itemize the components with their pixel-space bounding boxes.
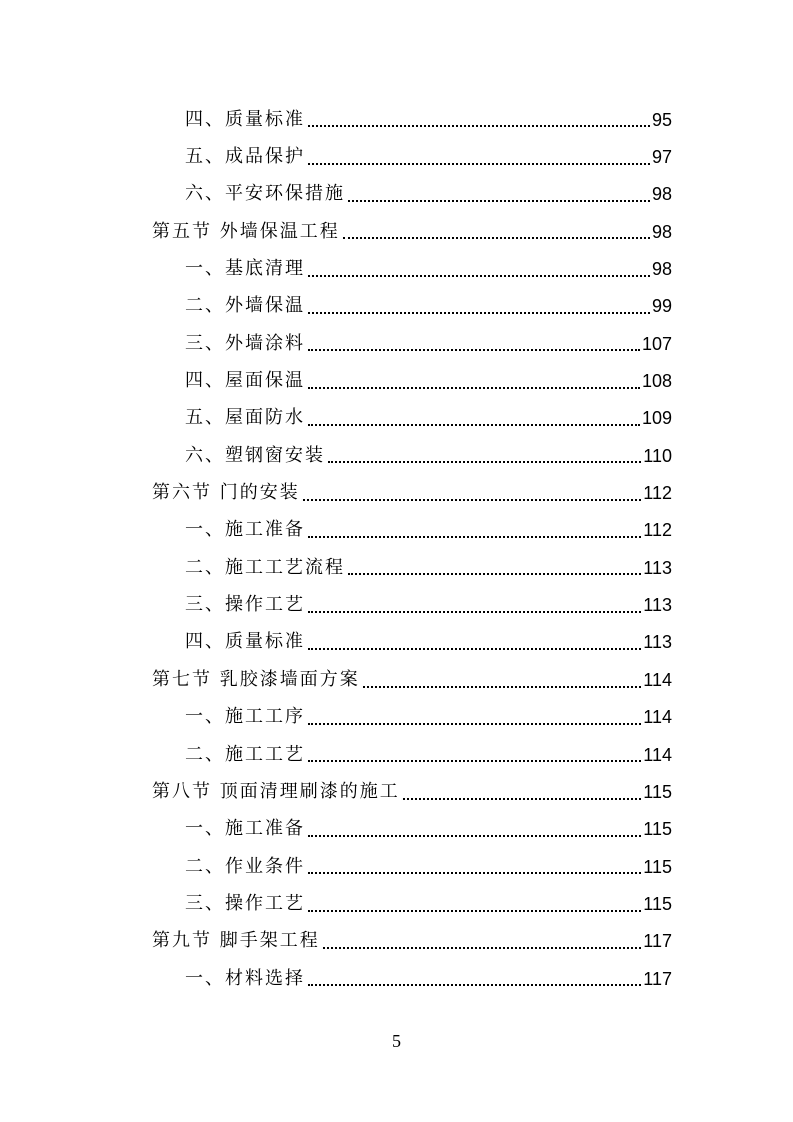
toc-entry-label (185, 556, 345, 580)
dot-leader (308, 349, 640, 351)
toc-entry-title: 外墙保温工程 (219, 220, 340, 242)
toc-entry-prefix: 第六节 (152, 482, 212, 504)
toc-entry-label (152, 668, 360, 692)
toc-entry-label (185, 332, 305, 356)
toc-subsection-entry[interactable] (0, 176, 793, 213)
toc-section-entry[interactable] (0, 773, 793, 810)
dot-leader (308, 723, 641, 725)
toc-subsection-entry[interactable] (0, 138, 793, 175)
dot-leader (308, 387, 640, 389)
table-of-contents (0, 101, 793, 997)
toc-entry-label (185, 369, 305, 393)
dot-leader (328, 461, 641, 463)
toc-entry-title: 施工工序 (225, 706, 305, 728)
toc-subsection-entry[interactable] (0, 624, 793, 661)
toc-entry-prefix: 二、 (185, 855, 225, 877)
toc-entry-title: 施工工艺流程 (225, 556, 345, 578)
toc-page-number: 98 (651, 259, 672, 280)
page-number: 5 (392, 1031, 401, 1051)
toc-entry-label (185, 108, 305, 132)
toc-entry-prefix: 二、 (185, 295, 225, 317)
toc-page-number: 95 (651, 109, 672, 130)
toc-section-entry[interactable] (0, 213, 793, 250)
toc-subsection-entry[interactable] (0, 848, 793, 885)
toc-subsection-entry[interactable] (0, 250, 793, 287)
toc-entry-title: 外墙保温 (225, 295, 305, 317)
toc-section-entry[interactable] (0, 923, 793, 960)
dot-leader (308, 910, 641, 912)
toc-entry-title: 材料选择 (225, 967, 305, 989)
toc-entry-prefix: 一、 (185, 818, 225, 840)
toc-entry-title: 质量标准 (225, 631, 305, 653)
toc-subsection-entry[interactable] (0, 586, 793, 623)
toc-entry-title: 成品保护 (225, 146, 305, 168)
toc-entry-prefix: 第九节 (152, 930, 212, 952)
toc-page-number: 115 (643, 781, 672, 802)
toc-entry-label (152, 780, 400, 804)
toc-entry-label (185, 182, 345, 206)
toc-entry-prefix: 五、 (185, 146, 225, 168)
toc-entry-prefix: 二、 (185, 556, 225, 578)
dot-leader (308, 835, 641, 837)
toc-entry-title: 塑钢窗安装 (225, 444, 325, 466)
toc-page-number: 98 (651, 184, 672, 205)
dot-leader (308, 163, 650, 165)
toc-page-number: 99 (651, 296, 672, 317)
toc-entry-label (152, 220, 340, 244)
toc-entry-prefix: 四、 (185, 631, 225, 653)
toc-entry-prefix: 六、 (185, 183, 225, 205)
toc-entry-prefix: 第八节 (152, 780, 212, 802)
toc-entry-label (185, 743, 305, 767)
toc-entry-prefix: 五、 (185, 407, 225, 429)
dot-leader (348, 200, 650, 202)
toc-entry-prefix: 六、 (185, 444, 225, 466)
toc-entry-prefix: 第七节 (152, 668, 212, 690)
dot-leader (308, 424, 640, 426)
dot-leader (308, 536, 641, 538)
dot-leader (308, 611, 641, 613)
toc-entry-title: 脚手架工程 (219, 930, 320, 952)
dot-leader (403, 798, 642, 800)
toc-entry-label (152, 481, 300, 505)
toc-entry-prefix: 一、 (185, 519, 225, 541)
toc-page-number: 114 (643, 707, 672, 728)
dot-leader (308, 648, 641, 650)
toc-entry-title: 屋面防水 (225, 407, 305, 429)
toc-page-number: 113 (643, 557, 672, 578)
toc-page-number: 112 (643, 520, 672, 541)
toc-entry-label (185, 817, 305, 841)
toc-entry-label (185, 257, 305, 281)
toc-page-number: 114 (643, 669, 672, 690)
dot-leader (303, 499, 642, 501)
toc-entry-title: 门的安装 (219, 482, 300, 504)
dot-leader (323, 947, 642, 949)
dot-leader (363, 686, 642, 688)
toc-page-number: 115 (643, 819, 672, 840)
toc-section-entry[interactable] (0, 661, 793, 698)
toc-entry-title: 施工准备 (225, 818, 305, 840)
toc-page-number: 108 (641, 371, 672, 392)
toc-entry-title: 作业条件 (225, 855, 305, 877)
toc-entry-prefix: 四、 (185, 108, 225, 130)
toc-subsection-entry[interactable] (0, 736, 793, 773)
toc-subsection-entry[interactable] (0, 288, 793, 325)
toc-entry-prefix: 一、 (185, 706, 225, 728)
toc-page-number: 97 (651, 147, 672, 168)
toc-page-number: 109 (641, 408, 672, 429)
toc-entry-label (185, 294, 305, 318)
toc-entry-label (185, 630, 305, 654)
toc-subsection-entry[interactable] (0, 885, 793, 922)
toc-subsection-entry[interactable] (0, 549, 793, 586)
toc-page-number: 112 (643, 483, 672, 504)
toc-subsection-entry[interactable] (0, 960, 793, 997)
toc-page-number: 115 (643, 856, 672, 877)
dot-leader (348, 573, 641, 575)
toc-entry-title: 操作工艺 (225, 594, 305, 616)
toc-page-number: 113 (643, 632, 672, 653)
toc-entry-prefix: 二、 (185, 743, 225, 765)
toc-entry-label (185, 967, 305, 991)
toc-entry-title: 顶面清理刷漆的施工 (219, 780, 400, 802)
dot-leader (308, 125, 650, 127)
toc-page-number: 117 (643, 968, 672, 989)
dot-leader (308, 984, 641, 986)
toc-page-number: 114 (643, 744, 672, 765)
toc-subsection-entry[interactable] (0, 325, 793, 362)
toc-subsection-entry[interactable] (0, 699, 793, 736)
toc-entry-prefix: 一、 (185, 258, 225, 280)
dot-leader (308, 312, 650, 314)
toc-entry-title: 施工准备 (225, 519, 305, 541)
toc-entry-label (185, 855, 305, 879)
toc-entry-label (185, 444, 325, 468)
toc-entry-title: 操作工艺 (225, 892, 305, 914)
toc-entry-label (152, 929, 320, 953)
toc-page-number: 113 (643, 595, 672, 616)
toc-entry-prefix: 三、 (185, 892, 225, 914)
toc-section-entry[interactable] (0, 474, 793, 511)
dot-leader (308, 760, 641, 762)
toc-entry-title: 外墙涂料 (225, 332, 305, 354)
toc-page-number: 117 (643, 931, 672, 952)
toc-subsection-entry[interactable] (0, 400, 793, 437)
toc-entry-label (185, 145, 305, 169)
dot-leader (308, 872, 641, 874)
toc-entry-title: 基底清理 (225, 258, 305, 280)
toc-page-number: 107 (641, 333, 672, 354)
toc-entry-label (185, 892, 305, 916)
toc-subsection-entry[interactable] (0, 512, 793, 549)
toc-entry-prefix: 四、 (185, 370, 225, 392)
toc-page-number: 115 (643, 893, 672, 914)
toc-entry-prefix: 三、 (185, 594, 225, 616)
toc-entry-label (185, 406, 305, 430)
toc-entry-prefix: 第五节 (152, 220, 212, 242)
toc-page-number: 98 (651, 221, 672, 242)
toc-entry-title: 平安环保措施 (225, 183, 345, 205)
toc-entry-title: 乳胶漆墙面方案 (219, 668, 360, 690)
toc-entry-label (185, 705, 305, 729)
dot-leader (308, 275, 650, 277)
toc-entry-title: 屋面保温 (225, 370, 305, 392)
toc-subsection-entry[interactable] (0, 811, 793, 848)
toc-subsection-entry[interactable] (0, 101, 793, 138)
toc-entry-title: 施工工艺 (225, 743, 305, 765)
toc-entry-title: 质量标准 (225, 108, 305, 130)
toc-subsection-entry[interactable] (0, 437, 793, 474)
toc-entry-prefix: 一、 (185, 967, 225, 989)
toc-page-number: 110 (643, 445, 672, 466)
toc-entry-label (185, 593, 305, 617)
toc-entry-label (185, 518, 305, 542)
toc-entry-prefix: 三、 (185, 332, 225, 354)
dot-leader (343, 237, 650, 239)
toc-subsection-entry[interactable] (0, 362, 793, 399)
